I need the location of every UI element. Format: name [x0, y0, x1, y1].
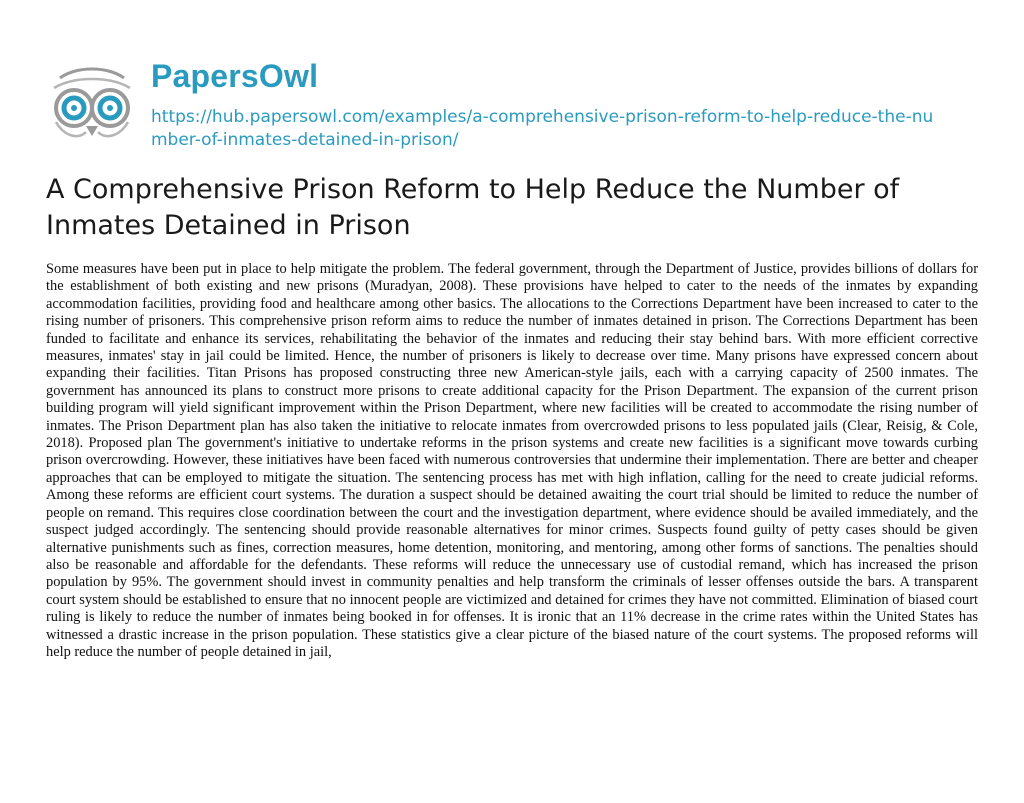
owl-face-icon[interactable]	[46, 62, 138, 144]
page-title: A Comprehensive Prison Reform to Help Reduce the Number of Inmates Detained in Prison	[46, 174, 900, 241]
article-body: Some measures have been put in place to help mitigate the problem. The federal government, through the Department of Justice, provides billions of dollars for the establishment of both existing and new prisons (Muradyan, 2008). These provisions have helped to cater to the needs of the inmates by expanding accommodation facilities, providing food and healthcare among other basics. The allocations to the Corrections Department have been increased to cater to the rising number of prisoners. This comprehensive prison reform aims to reduce the number of inmates detained in prison. The Corrections Department has been funded to facilitate and enhance its services, rehabilitating the behavior of the inmates and reducing their stay behind bars. With more efficient corrective measures, inmates' stay in jail could be limited. Hence, the number of prisoners is likely to decrease over time. Many prisons have expressed concern about expanding their facilities. Titan Prisons has proposed constructing three new American-style jails, each with a carrying capacity of 2500 inmates. The government has announced its plans to construct more prisons to create additional capacity for the Prison Department. The expansion of the current prison building program will yield significant improvement within the Prison Department, where new facilities will be created to accommodate the rising number of inmates. The Prison Department plan has also taken the initiative to relocate inmates from overcrowded prisons to less populated jails (Clear, Reisig, & Cole, 2018). Proposed plan The government's initiative to undertake reforms in the prison systems and create new facilities is a significant move towards curbing prison overcrowding. However, these initiatives have been faced with numerous controversies that undermine their implementation. There are better and cheaper approaches that can be employed to mitigate the situation. The sentencing process has met with high inflation, calling for the need to create judicial reforms. Among these reforms are efficient court systems. The duration a suspect should be detained awaiting the court trial should be limited to reduce the number of people on remand. This requires close coordination between the court and the investigation department, where evidence should be availed immediately, and the suspect judged accordingly. The sentencing should provide reasonable alternatives for minor crimes. Suspects found guilty of petty cases should be given alternative punishments such as fines, correction measures, home detention, monitoring, and mentoring, among other forms of sanctions. The penalties should also be reasonable and affordable for the defendants. These reforms will reduce the unnecessary use of custodial remand, which has increased the prison population by 95%. The government should invest in community penalties and help transform the criminals of lesser offenses outside the bars. A transparent court system should be established to ensure that no innocent people are victimized and detained for crimes they have not committed. Elimination of biased court ruling is likely to reduce the number of inmates being booked in for offenses. It is ironic that an 11% decrease in the crime rates within the United States has witnessed a drastic increase in the prison population. These statistics give a clear picture of the biased nature of the court systems. The proposed reforms will help reduce the number of people detained in jail,	[46, 261, 978, 660]
site-header	[46, 52, 986, 162]
brand-name[interactable]: PapersOwl	[151, 58, 319, 94]
source-url-link[interactable]: https://hub.papersowl.com/examples/a-comprehensive-prison-reform-to-help-reduce-the-number-of-inmates-detained-in-prison/	[151, 107, 934, 150]
